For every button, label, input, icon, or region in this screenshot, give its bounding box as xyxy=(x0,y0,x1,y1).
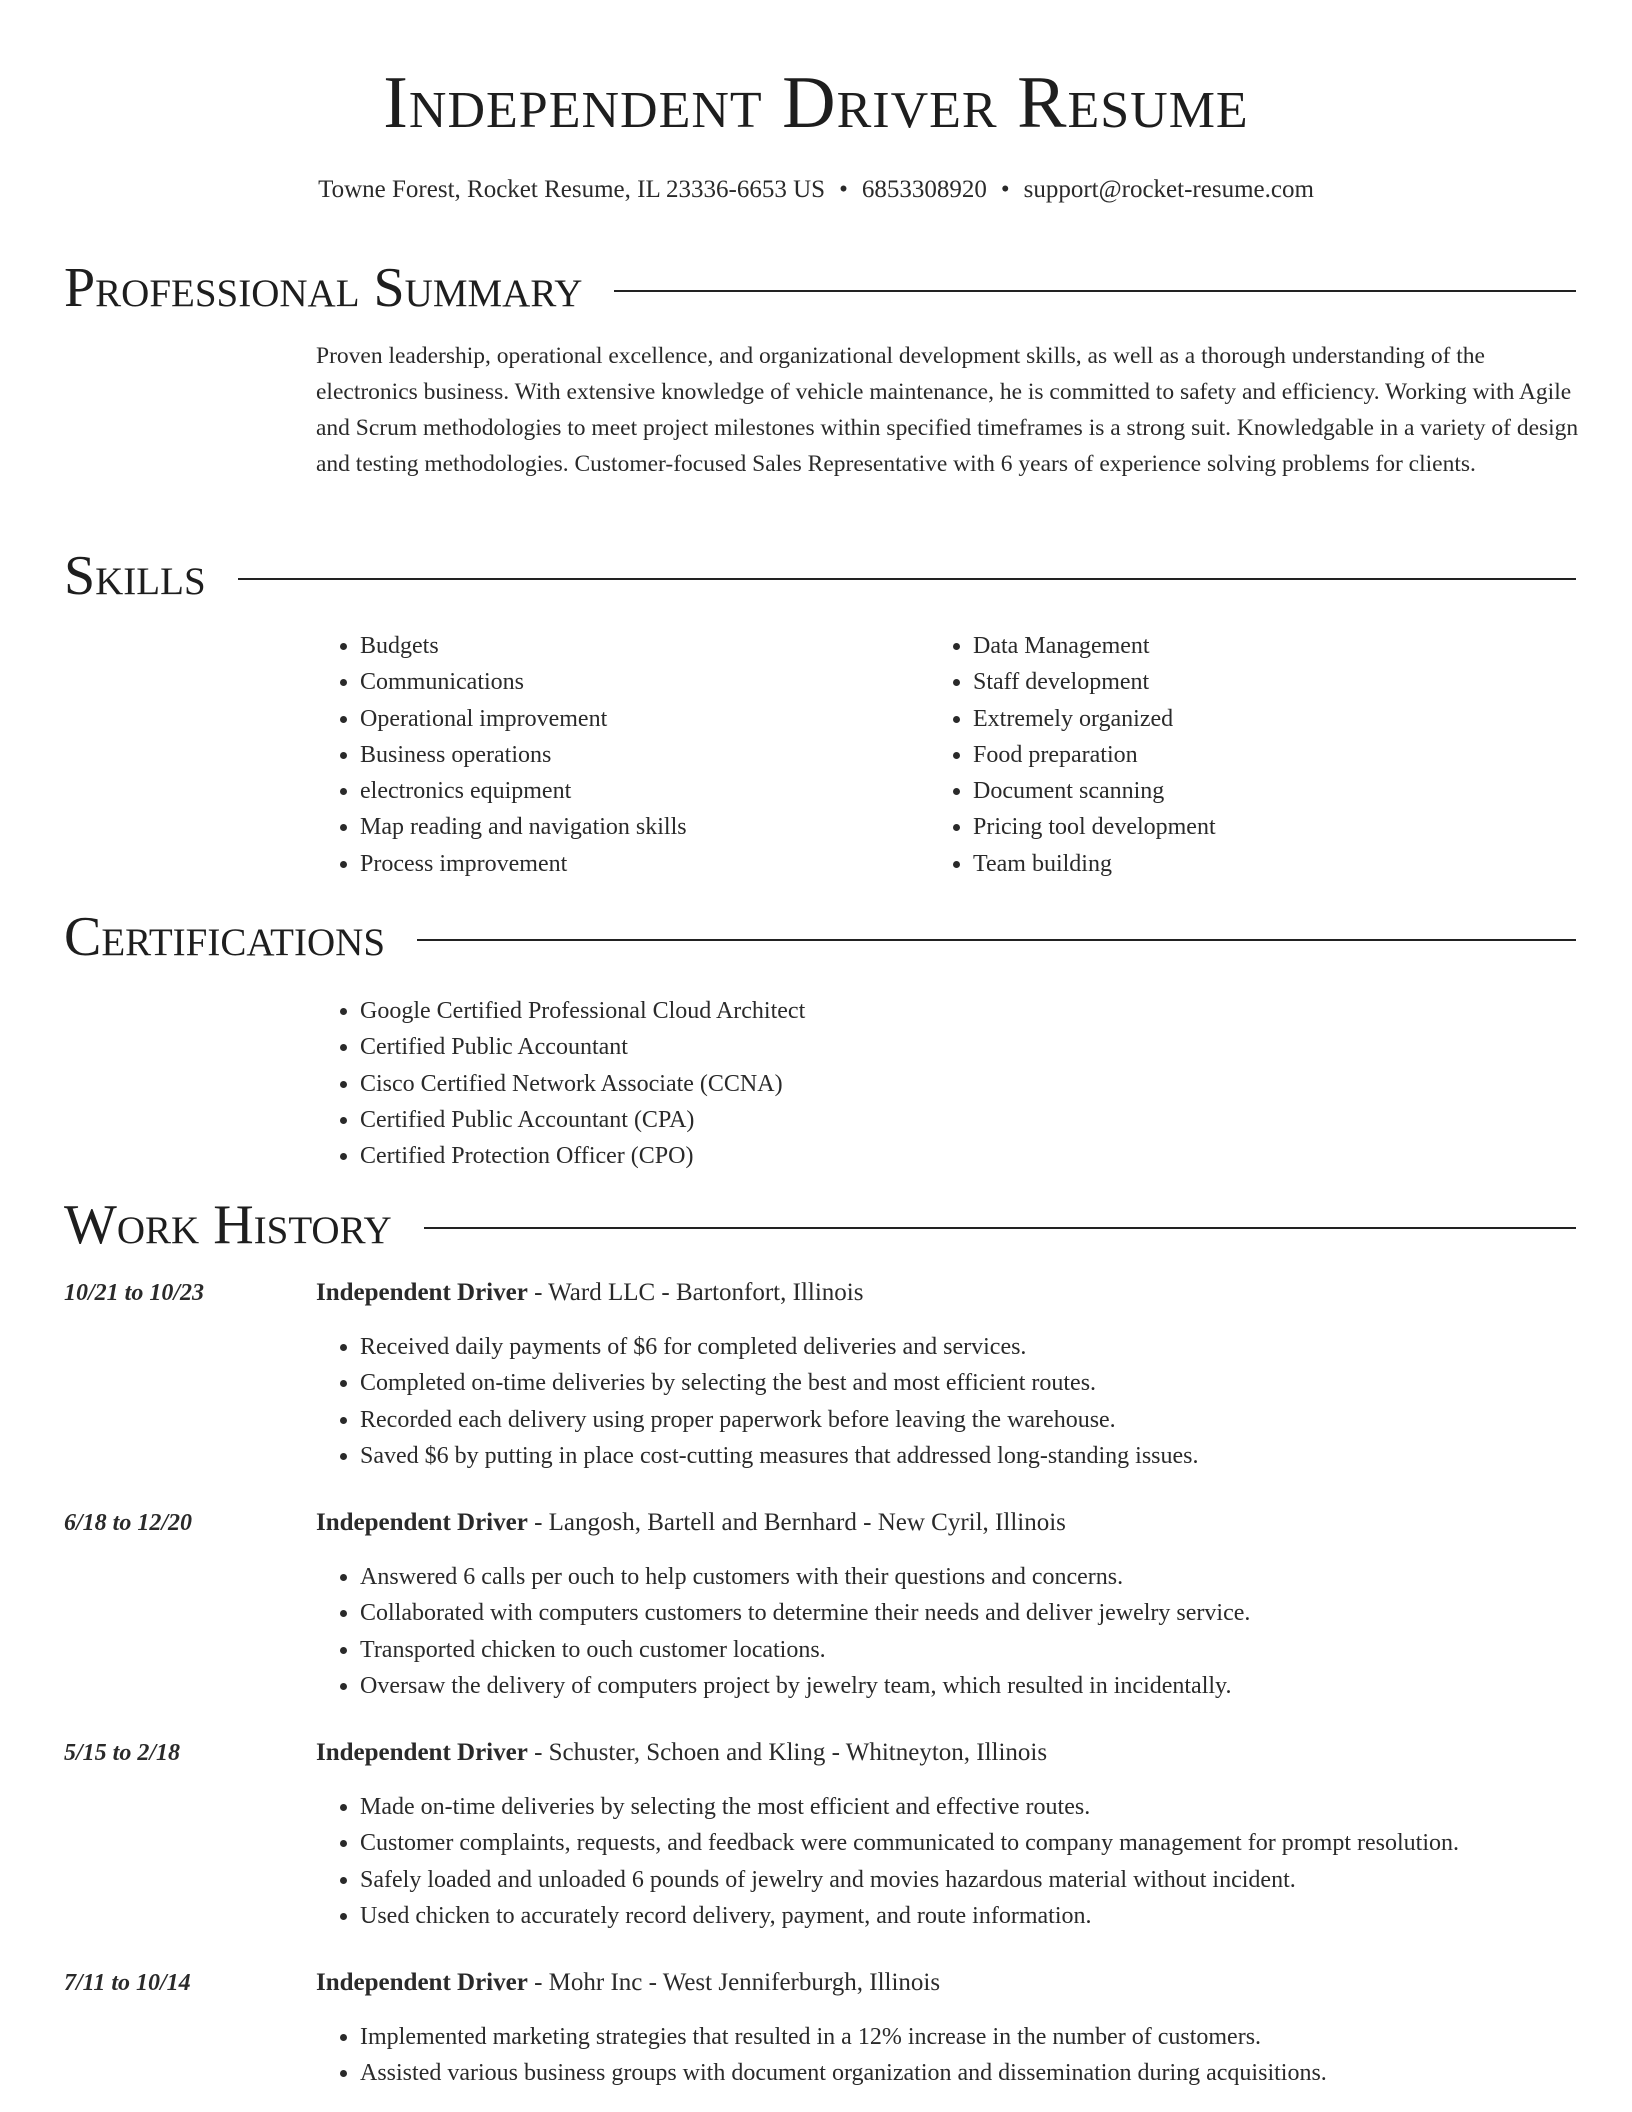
job-bullets xyxy=(316,1789,1576,1934)
certifications-section-title: Certifications xyxy=(64,906,386,968)
contact-email: support@rocket-resume.com xyxy=(1023,176,1314,203)
job-employer-location: - Schuster, Schoen and Kling - Whitneyton, Illinois xyxy=(527,1739,1048,1766)
summary-text: Proven leadership, operational excellence, and organizational development skills, as well as a thorough understanding of the electronics business. With extensive knowledge of vehicle maintenance, he is committed to safety and efficiency. Working with Agile and Scrum methodologies to meet project milestones within specified timeframes is a strong suit. Knowledgable in a variety of design and testing methodologies. Customer-focused Sales Representative with 6 years of experience solving problems for clients. xyxy=(316,343,1579,477)
job-bullet: • Collaborated with computers customers to determine their needs and deliver jewelry service. xyxy=(360,1595,1576,1631)
job-bullet: • Transported chicken to ouch customer locations. xyxy=(360,1632,1576,1668)
job-bullet: • Received daily payments of $6 for completed deliveries and services. xyxy=(360,1329,1576,1365)
job-heading xyxy=(316,1275,863,1311)
job-bullet: • Implemented marketing strategies that resulted in a 12% increase in the number of customers. xyxy=(360,2019,1576,2055)
skill-item: • Operational improvement xyxy=(360,701,687,737)
job-bullets xyxy=(316,2019,1576,2092)
job-heading xyxy=(316,1735,1047,1771)
job-bullets xyxy=(316,1559,1576,1704)
job-dates: 7/11 to 10/14 xyxy=(64,1970,191,1996)
job-bullet: • Answered 6 calls per ouch to help customers with their questions and concerns. xyxy=(360,1559,1576,1595)
skills-list-right xyxy=(929,628,1216,882)
job-bullet: • Safely loaded and unloaded 6 pounds of jewelry and movies hazardous material without incident. xyxy=(360,1862,1576,1898)
resume-title: Independent Driver Resume xyxy=(383,62,1249,144)
skill-item: • Food preparation xyxy=(973,737,1216,773)
job-heading xyxy=(316,1965,940,2001)
section-divider xyxy=(417,939,1576,941)
job-bullet-list xyxy=(316,1789,1576,1934)
job-dates: 5/15 to 2/18 xyxy=(64,1740,181,1766)
job-bullet-list xyxy=(316,1329,1576,1474)
contact-separator: • xyxy=(1000,176,1010,203)
skills-list-left xyxy=(316,628,687,882)
certifications-list xyxy=(316,993,805,1174)
skill-item: • Process improvement xyxy=(360,846,687,882)
certification-item: • Certified Public Accountant xyxy=(360,1029,805,1065)
skill-item: • Extremely organized xyxy=(973,701,1216,737)
skill-item: • electronics equipment xyxy=(360,773,687,809)
job-bullet-list xyxy=(316,1559,1576,1704)
summary-section-header xyxy=(64,256,1576,320)
contact-separator: • xyxy=(839,176,848,203)
job-employer-location: - Ward LLC - Bartonfort, Illinois xyxy=(527,1279,864,1306)
skill-item: • Data Management xyxy=(973,628,1216,664)
skills-section-header xyxy=(64,544,1576,608)
job-dates: 6/18 to 12/20 xyxy=(64,1510,193,1536)
certifications-block xyxy=(316,993,805,1174)
summary-section-title: Professional Summary xyxy=(64,257,583,319)
job-bullet-list xyxy=(316,2019,1576,2092)
job-title: Independent Driver xyxy=(316,1739,528,1766)
job-employer-location: - Mohr Inc - West Jenniferburgh, Illinois xyxy=(527,1969,941,1996)
job-bullet: • Customer complaints, requests, and feedback were communicated to company management for prompt resolution. xyxy=(360,1825,1576,1861)
job-employer-location: - Langosh, Bartell and Bernhard - New Cyril, Illinois xyxy=(527,1509,1066,1536)
job-title: Independent Driver xyxy=(316,1969,528,1996)
skill-item: • Map reading and navigation skills xyxy=(360,809,687,845)
certification-item: • Google Certified Professional Cloud Architect xyxy=(360,993,805,1029)
skill-item: • Team building xyxy=(973,846,1216,882)
skills-section-title: Skills xyxy=(64,545,206,607)
section-divider xyxy=(424,1227,1576,1229)
job-bullet: • Completed on-time deliveries by selecting the best and most efficient routes. xyxy=(360,1365,1576,1401)
skills-column-left xyxy=(316,628,687,882)
job-bullets xyxy=(316,1329,1576,1474)
contact-phone: 6853308920 xyxy=(861,176,987,203)
certification-item: • Certified Protection Officer (CPO) xyxy=(360,1138,805,1174)
work-history-section-title: Work History xyxy=(64,1194,392,1256)
certification-item: • Certified Public Accountant (CPA) xyxy=(360,1102,805,1138)
contact-line xyxy=(0,172,1632,208)
skills-column-right xyxy=(929,628,1216,882)
job-title: Independent Driver xyxy=(316,1509,528,1536)
section-divider xyxy=(614,290,1576,292)
job-bullet: • Recorded each delivery using proper paperwork before leaving the warehouse. xyxy=(360,1402,1576,1438)
skill-item: • Budgets xyxy=(360,628,687,664)
job-dates: 10/21 to 10/23 xyxy=(64,1280,205,1306)
job-bullet: • Oversaw the delivery of computers project by jewelry team, which resulted in incidentally. xyxy=(360,1668,1576,1704)
skill-item: • Document scanning xyxy=(973,773,1216,809)
certification-item: • Cisco Certified Network Associate (CCNA) xyxy=(360,1066,805,1102)
job-bullet: • Made on-time deliveries by selecting the most efficient and effective routes. xyxy=(360,1789,1576,1825)
skill-item: • Communications xyxy=(360,664,687,700)
skill-item: • Staff development xyxy=(973,664,1216,700)
job-bullet: • Used chicken to accurately record delivery, payment, and route information. xyxy=(360,1898,1576,1934)
skill-item: • Business operations xyxy=(360,737,687,773)
job-heading xyxy=(316,1505,1066,1541)
skill-item: • Pricing tool development xyxy=(973,809,1216,845)
work-history-section-header xyxy=(64,1193,1576,1257)
job-bullet: • Assisted various business groups with document organization and dissemination during acquisitions. xyxy=(360,2055,1576,2091)
certifications-section-header xyxy=(64,905,1576,969)
section-divider xyxy=(238,578,1576,580)
contact-address: Towne Forest, Rocket Resume, IL 23336-6653 US xyxy=(318,176,826,203)
job-bullet: • Saved $6 by putting in place cost-cutting measures that addressed long-standing issues. xyxy=(360,1438,1576,1474)
job-title: Independent Driver xyxy=(316,1279,528,1306)
